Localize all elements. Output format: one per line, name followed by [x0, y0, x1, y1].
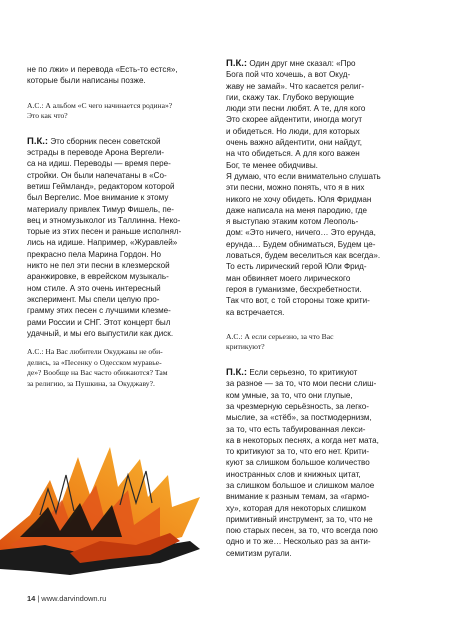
text-line: очень важно айдентити, они найдут, — [226, 138, 363, 148]
text-line: Бога пой что хочешь, а вот Окуд- — [226, 70, 351, 80]
text-line: никого не хочу обидеть. Юля Фридман — [226, 194, 372, 204]
text-line: То есть лирический герой Юли Фрид- — [226, 262, 367, 272]
text-line: на что обидеться. А для кого важен — [226, 149, 360, 159]
question-line: делись, за «Песенку о Одесском муравье- — [27, 357, 162, 367]
text-line: материалу привлек Тимур Фишель, пе- — [27, 204, 174, 214]
paragraph-intro — [27, 64, 205, 87]
question-album — [27, 101, 205, 122]
page-footer — [27, 594, 106, 603]
text-line: иностранных слов и книжных цитат, — [226, 469, 361, 479]
answer-first-line: Это сборник песен советской — [48, 136, 161, 146]
text-line: за чрезмерную серьёзность, за легко- — [226, 401, 370, 411]
speaker-label: П.К.: — [226, 367, 248, 379]
answer-okudzhava — [226, 58, 434, 318]
right-column — [226, 58, 434, 559]
text-line: за разное — за то, что мои песни слиш- — [226, 379, 377, 389]
text-line: семитизм ругали. — [226, 548, 292, 558]
text-line: ерунда… Будем обниматься, Будем це- — [226, 239, 376, 249]
text-line: ху», которая для некоторых слишком — [226, 503, 367, 513]
question-criticism — [226, 332, 434, 353]
text-line: лись на идише. Например, «Журавлей» — [27, 238, 178, 248]
question-okudzhava — [27, 347, 205, 389]
text-line: Так что вот, с той стороны тоже крити- — [226, 296, 370, 306]
question-line: критикуют? — [226, 342, 265, 352]
text-line: эстрады в переводе Арона Вергели- — [27, 148, 165, 158]
text-line: удачный, и мы его выпустили как диск. — [27, 328, 174, 338]
text-line: ком умные, за то, что они глупые, — [226, 390, 353, 400]
text-line: героя в гуманизме, бесхребетности. — [226, 284, 362, 294]
question-line: Это как что? — [27, 111, 68, 121]
text-line: за то, что есть табуированная лекси- — [226, 424, 366, 434]
text-line: ман обвиняет моего лирического — [226, 273, 351, 283]
text-line: никто не пел эти песни в клезмерской — [27, 261, 170, 271]
question-line: А.С.: А альбом «С чего начинается родина»? — [27, 100, 173, 110]
text-line: куют за слишком большое количество — [226, 458, 370, 468]
text-line: даже написала на меня пародию, где — [226, 205, 368, 215]
text-line: ка в некоторых песнях, а когда нет мата, — [226, 435, 379, 445]
text-line: ветиш Геймланд», редактором которой — [27, 181, 175, 191]
text-line: которые были написаны позже. — [27, 76, 146, 86]
text-line: Бог, те менее обидчивы. — [226, 160, 318, 170]
text-line: торые из этих песен и раньше исполнял- — [27, 227, 182, 237]
text-line: гии, скажу так. Глубоко верующие — [226, 92, 354, 102]
text-line: внимание к разным темам, за «гармо- — [226, 492, 370, 502]
text-line: мыслие, за «стёб», за постмодернизм, — [226, 413, 372, 423]
text-line: са на идиш. Переводы — время пере- — [27, 159, 171, 169]
page-number: 14 — [27, 594, 36, 603]
footer-url[interactable]: www.darvindown.ru — [41, 594, 107, 603]
text-line: грамму этих песен с лучшими клезме- — [27, 306, 171, 316]
text-line: я выступаю этаким котом Леополь- — [226, 217, 359, 227]
text-line: пою старых песен, за то, что всегда пою — [226, 526, 378, 536]
answer-album — [27, 136, 205, 339]
question-line: де»? Вообще на Вас часто обижаются? Там — [27, 368, 168, 378]
text-line: люди эти песни любят. А те, для кого — [226, 104, 366, 114]
left-column — [27, 64, 205, 390]
text-line: рами России и СНГ. Этот концерт был — [27, 317, 171, 327]
answer-criticism — [226, 367, 434, 559]
text-line: эти песни, можно понять, что я в них — [226, 183, 365, 193]
answer-first-line: Один друг мне сказал: «Про — [247, 59, 356, 68]
text-line: за слишком большое и слишком малое — [226, 480, 375, 490]
text-line: ном стиле. А это очень интересный — [27, 283, 161, 293]
text-line: эксперимент. Мы спели целую про- — [27, 294, 160, 304]
text-line: Я думаю, что если внимательно слушать — [226, 171, 381, 181]
speaker-label: П.К.: — [226, 58, 248, 69]
text-line: одно и то же… Несколько раз за анти- — [226, 537, 371, 547]
text-line: примитивный инструмент, за то, что не — [226, 514, 373, 524]
text-line: не по лжи» и перевода «Есть-то естся», — [27, 65, 178, 74]
footer-separator: | — [37, 594, 40, 603]
text-line: стройки. Он были напечатаны в «Со- — [27, 170, 167, 180]
speaker-label: П.К.: — [27, 135, 49, 147]
question-line: за религию, за Пушкина, за Окуджаву?. — [27, 378, 155, 388]
text-line: прекрасно пела Марина Гордон. Но — [27, 249, 162, 259]
text-line: был Вергелис. Мое внимание к этому — [27, 193, 169, 203]
text-line: ка встречается. — [226, 307, 285, 317]
answer-first-line: Если серьезно, то критикуют — [247, 368, 358, 378]
question-line: А.С.: На Вас любители Окуджавы не оби- — [27, 347, 163, 357]
question-line: А.С.: А если серьезно, за что Вас — [226, 331, 334, 341]
text-line: ловаться, будем веселиться как всегда». — [226, 251, 381, 261]
text-line: жаву не замай». Что касается религ- — [226, 81, 365, 91]
text-line: то критикуют за то, что его нет. Крити- — [226, 447, 370, 457]
decorative-flame-illustration — [0, 445, 200, 580]
text-line: и обидеться. Но люди, для которых — [226, 126, 360, 136]
text-line: Это скорее айдентити, иногда могут — [226, 115, 363, 125]
text-line: аранжировке, в еврейском музыкаль- — [27, 272, 169, 282]
text-line: дом: «Это ничего, ничего… Это ерунда, — [226, 228, 376, 238]
text-line: вец и этномузыколог из Таллинна. Неко- — [27, 215, 181, 225]
